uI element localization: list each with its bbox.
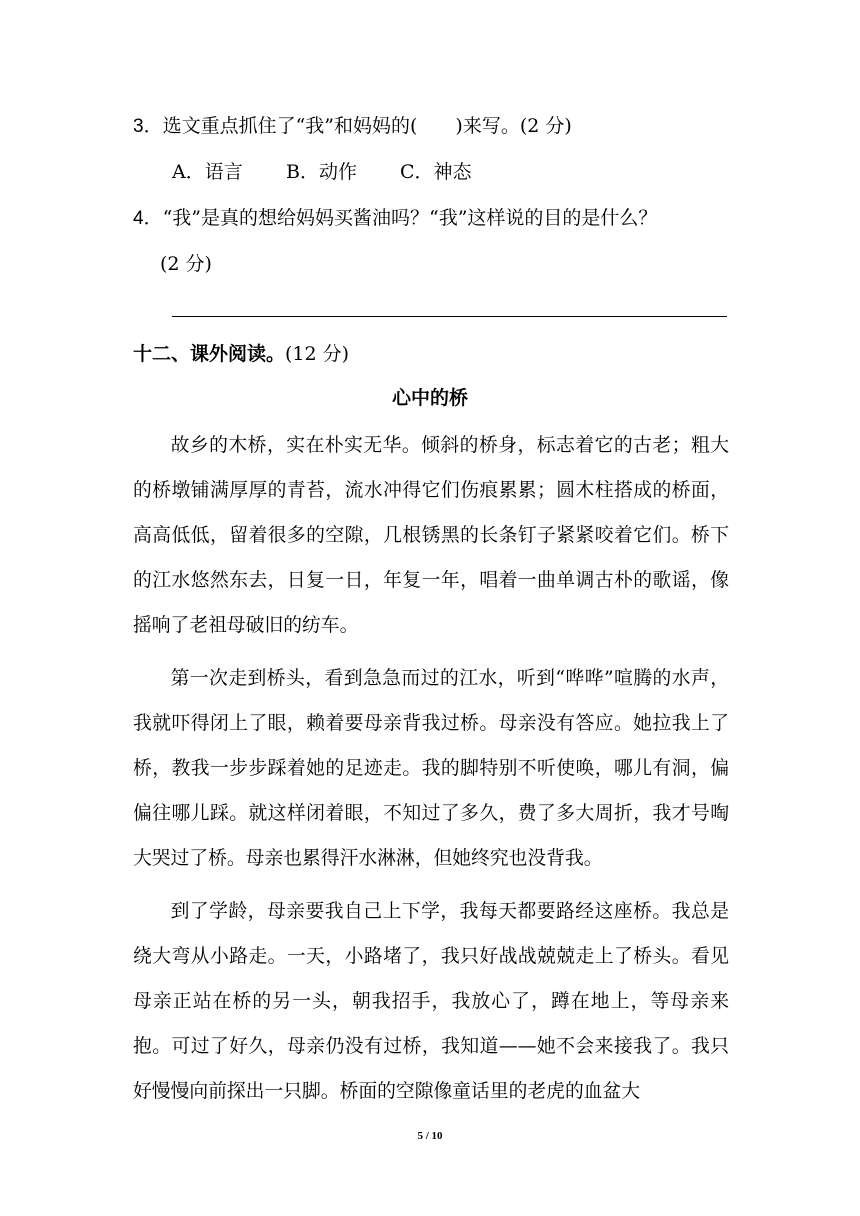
answer-line bbox=[172, 316, 727, 317]
question-4-number: 4 bbox=[133, 208, 144, 229]
question-3 bbox=[133, 113, 572, 140]
article-body bbox=[133, 423, 729, 1114]
option-c: C．神态 bbox=[400, 161, 472, 183]
option-a: A．语言 bbox=[172, 161, 243, 183]
question-3-number: 3 bbox=[133, 116, 144, 137]
section-title bbox=[133, 340, 349, 368]
question-4-points: (2 分) bbox=[160, 253, 212, 275]
article-paragraph: 故乡的木桥，实在朴实无华。倾斜的桥身，标志着它的古老；粗大的桥墩铺满厚厚的青苔，流水冲得它们伤痕累累；圆木柱搭成的桥面，高高低低，留着很多的空隙，几根锈黑的长条钉子紧紧咬着它们。桥下的江水悠然东去，日复一日，年复一年，唱着一曲单调古朴的歌谣，像摇响了老祖母破旧的纺车。 bbox=[133, 435, 729, 636]
question-4-text: ．“我”是真的想给妈妈买酱油吗？“我”这样说的目的是什么？ bbox=[143, 207, 658, 229]
question-4 bbox=[133, 205, 657, 232]
section-points: (12 分) bbox=[285, 343, 350, 365]
page-number: 5 / 10 bbox=[417, 1130, 443, 1142]
article-title: 心中的桥 bbox=[391, 387, 468, 409]
question-3-text: ．选文重点抓住了“我”和妈妈的( )来写。(2 分) bbox=[143, 115, 572, 137]
section-title-text: 十二、课外阅读。 bbox=[133, 343, 286, 365]
option-b: B．动作 bbox=[286, 161, 357, 183]
article-paragraph: 第一次走到桥头，看到急急而过的江水，听到“哗哗”喧腾的水声，我就吓得闭上了眼，赖着要母亲背我过桥。母亲没有答应。她拉我上了桥，教我一步步踩着她的足迹走。我的脚特别不听使唤，哪儿有洞，偏偏往哪儿踩。就这样闭着眼，不知过了多久，费了多大周折，我才号啕大哭过了桥。母亲也累得汗水淋淋，但她终究也没背我。 bbox=[133, 668, 729, 869]
article-paragraph: 到了学龄，母亲要我自己上下学，我每天都要路经这座桥。我总是绕大弯从小路走。一天，小路堵了，我只好战战兢兢走上了桥头。看见母亲正站在桥的另一头，朝我招手，我放心了，蹲在地上，等母亲来抱。可过了好久，母亲仍没有过桥，我知道——她不会来接我了。我只好慢慢向前探出一只脚。桥面的空隙像童话里的老虎的血盆大 bbox=[133, 901, 729, 1102]
